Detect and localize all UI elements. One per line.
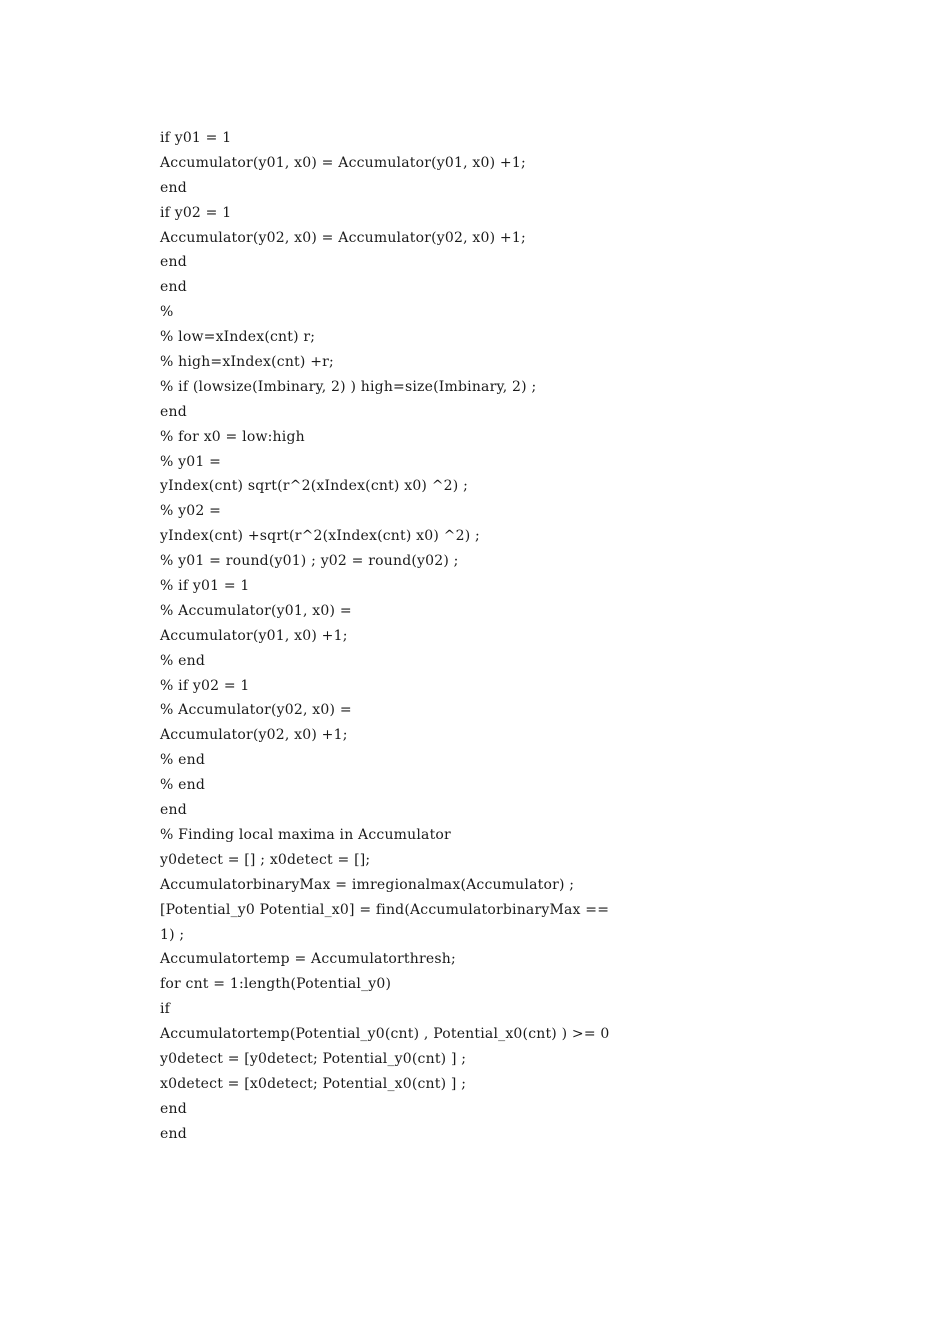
code-line: % y01 = round(y01) ; y02 = round(y02) ;	[160, 553, 459, 570]
code-line: Accumulatortemp(Potential_y0(cnt) , Potential_x0(cnt) ) >= 0	[160, 1026, 610, 1043]
code-line: Accumulator(y01, x0) = Accumulator(y01, x0) +1;	[160, 154, 526, 171]
code-line: [Potential_y0 Potential_x0] = find(AccumulatorbinaryMax ==	[160, 901, 610, 918]
code-line: %	[160, 304, 174, 321]
code-line: 1) ;	[160, 926, 185, 943]
code-line: % if y02 = 1	[160, 677, 250, 694]
code-line: end	[160, 1125, 187, 1142]
code-line: % end	[160, 777, 206, 794]
code-line: yIndex(cnt) +sqrt(r^2(xIndex(cnt) x0) ^2) ;	[160, 528, 480, 545]
code-line: if y01 = 1	[160, 130, 232, 146]
code-line: y0detect = [] ; x0detect = [];	[160, 851, 371, 868]
code-line: % Accumulator(y01, x0) =	[160, 602, 352, 619]
code-listing	[160, 126, 860, 1147]
code-line: % for x0 = low:high	[160, 428, 305, 445]
code-line: % y02 =	[160, 503, 222, 520]
code-line: x0detect = [x0detect; Potential_x0(cnt) ] ;	[160, 1075, 467, 1092]
code-line: end	[160, 1100, 187, 1117]
code-line: end	[160, 254, 187, 271]
code-line: % high=xIndex(cnt) +r;	[160, 354, 334, 371]
code-line: % if y01 = 1	[160, 578, 250, 595]
code-line: % y01 =	[160, 453, 222, 470]
code-line: if	[160, 1001, 171, 1018]
code-line: y0detect = [y0detect; Potential_y0(cnt) ] ;	[160, 1050, 467, 1067]
code-line: % if (lowsize(Imbinary, 2) ) high=size(Imbinary, 2) ;	[160, 378, 537, 395]
code-line: end	[160, 179, 187, 196]
code-line: end	[160, 802, 187, 819]
code-line: Accumulator(y02, x0) +1;	[160, 727, 348, 744]
code-line: Accumulator(y02, x0) = Accumulator(y02, x0) +1;	[160, 229, 526, 246]
code-line: % low=xIndex(cnt) r;	[160, 329, 316, 346]
code-line: AccumulatorbinaryMax = imregionalmax(Accumulator) ;	[160, 876, 575, 893]
code-line: % Finding local maxima in Accumulator	[160, 826, 451, 843]
code-line: % end	[160, 752, 206, 769]
code-line: yIndex(cnt) sqrt(r^2(xIndex(cnt) x0) ^2) ;	[160, 478, 468, 495]
code-line: end	[160, 279, 187, 296]
code-line: % end	[160, 652, 206, 669]
code-line: Accumulatortemp = Accumulatorthresh;	[160, 951, 456, 968]
code-line: % Accumulator(y02, x0) =	[160, 702, 352, 719]
code-line: Accumulator(y01, x0) +1;	[160, 627, 348, 644]
code-line: end	[160, 403, 187, 420]
code-line: for cnt = 1:length(Potential_y0)	[160, 976, 392, 993]
code-line: if y02 = 1	[160, 204, 232, 221]
